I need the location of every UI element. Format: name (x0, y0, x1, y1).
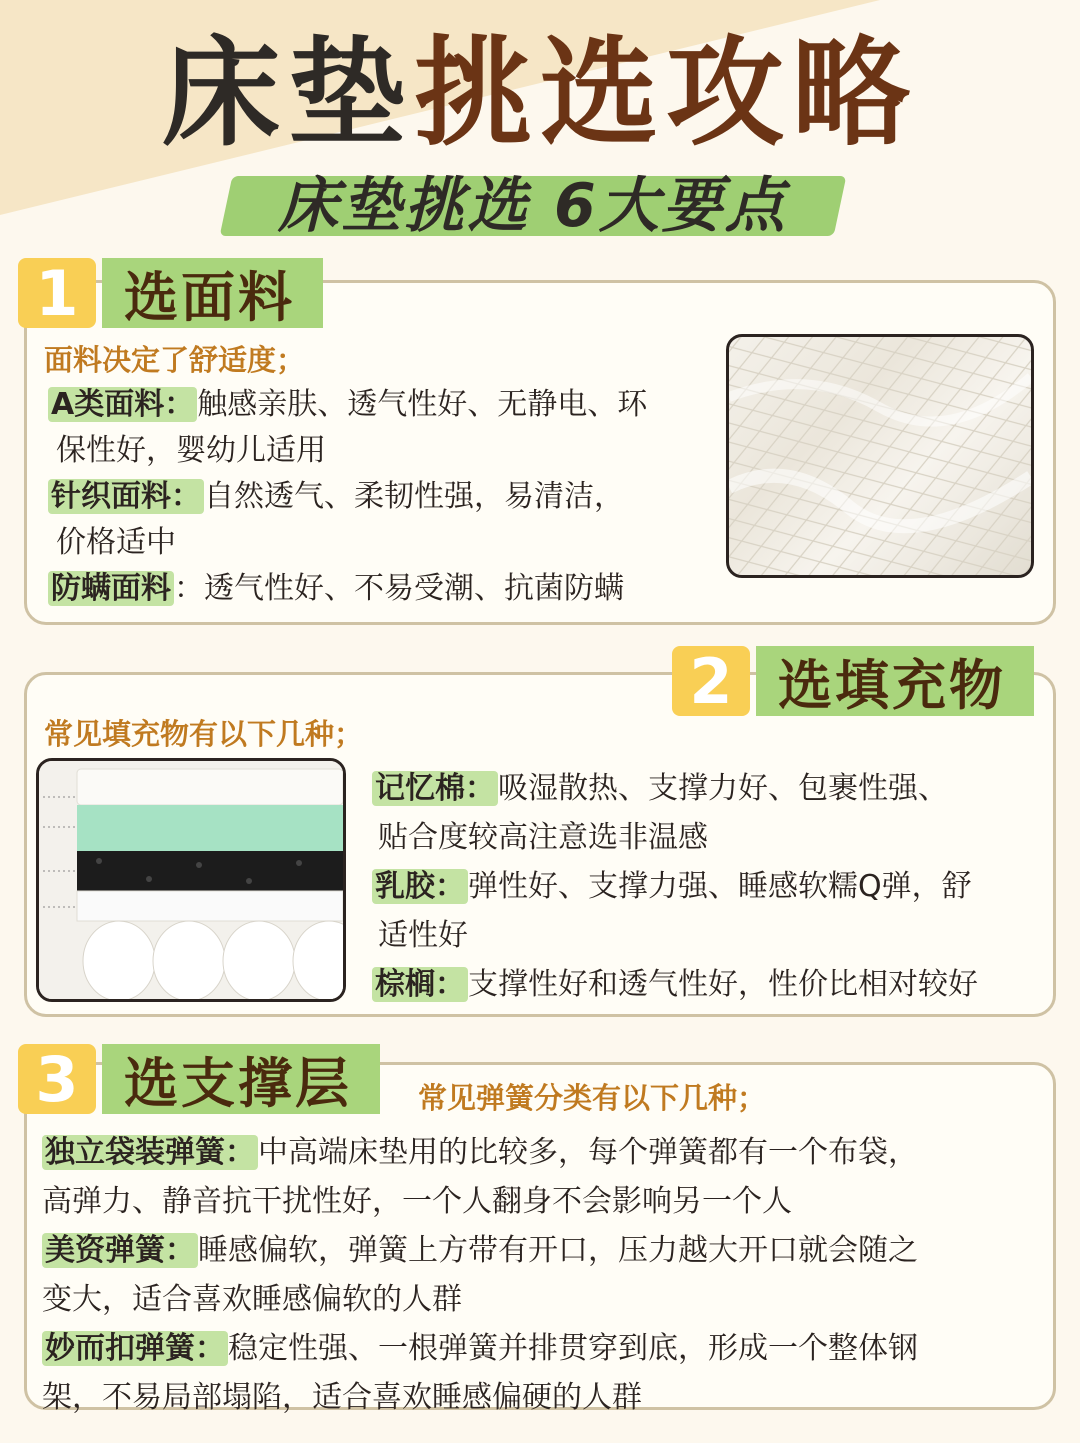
fabric-label-a: A类面料： (48, 387, 197, 422)
spring-desc: 稳定性强、一根弹簧并排贯穿到底，形成一个整体钢 (228, 1331, 918, 1366)
section-number-badge: 1 (18, 258, 96, 328)
section-heading-text: 选面料 (102, 258, 323, 328)
filling-label-latex: 乳胶： (372, 869, 468, 904)
spring-list (42, 1128, 918, 1422)
section-support-intro: 常见弹簧分类有以下几种； (418, 1081, 767, 1115)
filling-desc: 贴合度较高注意选非温感 (378, 820, 708, 855)
fabric-photo (726, 334, 1034, 578)
spring-desc: 高弹力、静音抗干扰性好，一个人翻身不会影响另一个人 (42, 1184, 792, 1219)
filling-label-memory-foam: 记忆棉： (372, 771, 498, 806)
section-fabric-intro: 面料决定了舒适度； (44, 343, 306, 377)
spring-label-american: 美资弹簧： (42, 1233, 198, 1268)
filling-label-palm: 棕榈： (372, 967, 468, 1002)
spring-label-pocket: 独立袋装弹簧： (42, 1135, 258, 1170)
fabric-desc: ：透气性好、不易受潮、抗菌防螨 (174, 571, 624, 606)
section-heading-text: 选填充物 (756, 646, 1034, 716)
fabric-desc: 保性好，婴幼儿适用 (56, 433, 326, 468)
spring-label-miaoerkou: 妙而扣弹簧： (42, 1331, 228, 1366)
spring-desc: 变大，适合喜欢睡感偏软的人群 (42, 1282, 462, 1317)
fabric-label-antimite: 防螨面料 (48, 571, 174, 606)
fabric-desc: 自然透气、柔韧性强，易清洁， (204, 479, 624, 514)
section-filling-intro: 常见填充物有以下几种； (44, 717, 364, 751)
fabric-label-knit: 针织面料： (48, 479, 204, 514)
fabric-desc: 触感亲肤、透气性好、无静电、环 (197, 387, 648, 422)
filling-desc: 吸湿散热、支撑力好、包裹性强、 (498, 771, 948, 806)
section-number-badge: 3 (18, 1044, 96, 1114)
page-title: 床垫挑选攻略 (161, 24, 919, 162)
subtitle-banner (226, 170, 840, 242)
filling-layers-photo (36, 758, 346, 1002)
filling-desc: 弹性好、支撑力强、睡感软糯Q弹，舒 (468, 869, 972, 904)
subtitle-text: 床垫挑选 6大要点 (278, 171, 788, 241)
section-number-badge: 2 (672, 646, 750, 716)
section-fabric-heading (18, 258, 323, 328)
filling-desc: 支撑性好和透气性好，性价比相对较好 (468, 967, 978, 1002)
spring-desc: 睡感偏软，弹簧上方带有开口，压力越大开口就会随之 (198, 1233, 918, 1268)
filling-desc: 适性好 (378, 918, 468, 953)
fabric-list (48, 382, 647, 612)
section-support-heading (18, 1044, 380, 1114)
section-heading-text: 选支撑层 (102, 1044, 380, 1114)
fabric-desc: 价格适中 (56, 525, 176, 560)
spring-desc: 中高端床垫用的比较多，每个弹簧都有一个布袋， (258, 1135, 918, 1170)
filling-list (372, 764, 978, 1009)
spring-desc: 架，不易局部塌陷，适合喜欢睡感偏硬的人群 (42, 1380, 642, 1415)
section-filling-heading (672, 646, 1034, 716)
